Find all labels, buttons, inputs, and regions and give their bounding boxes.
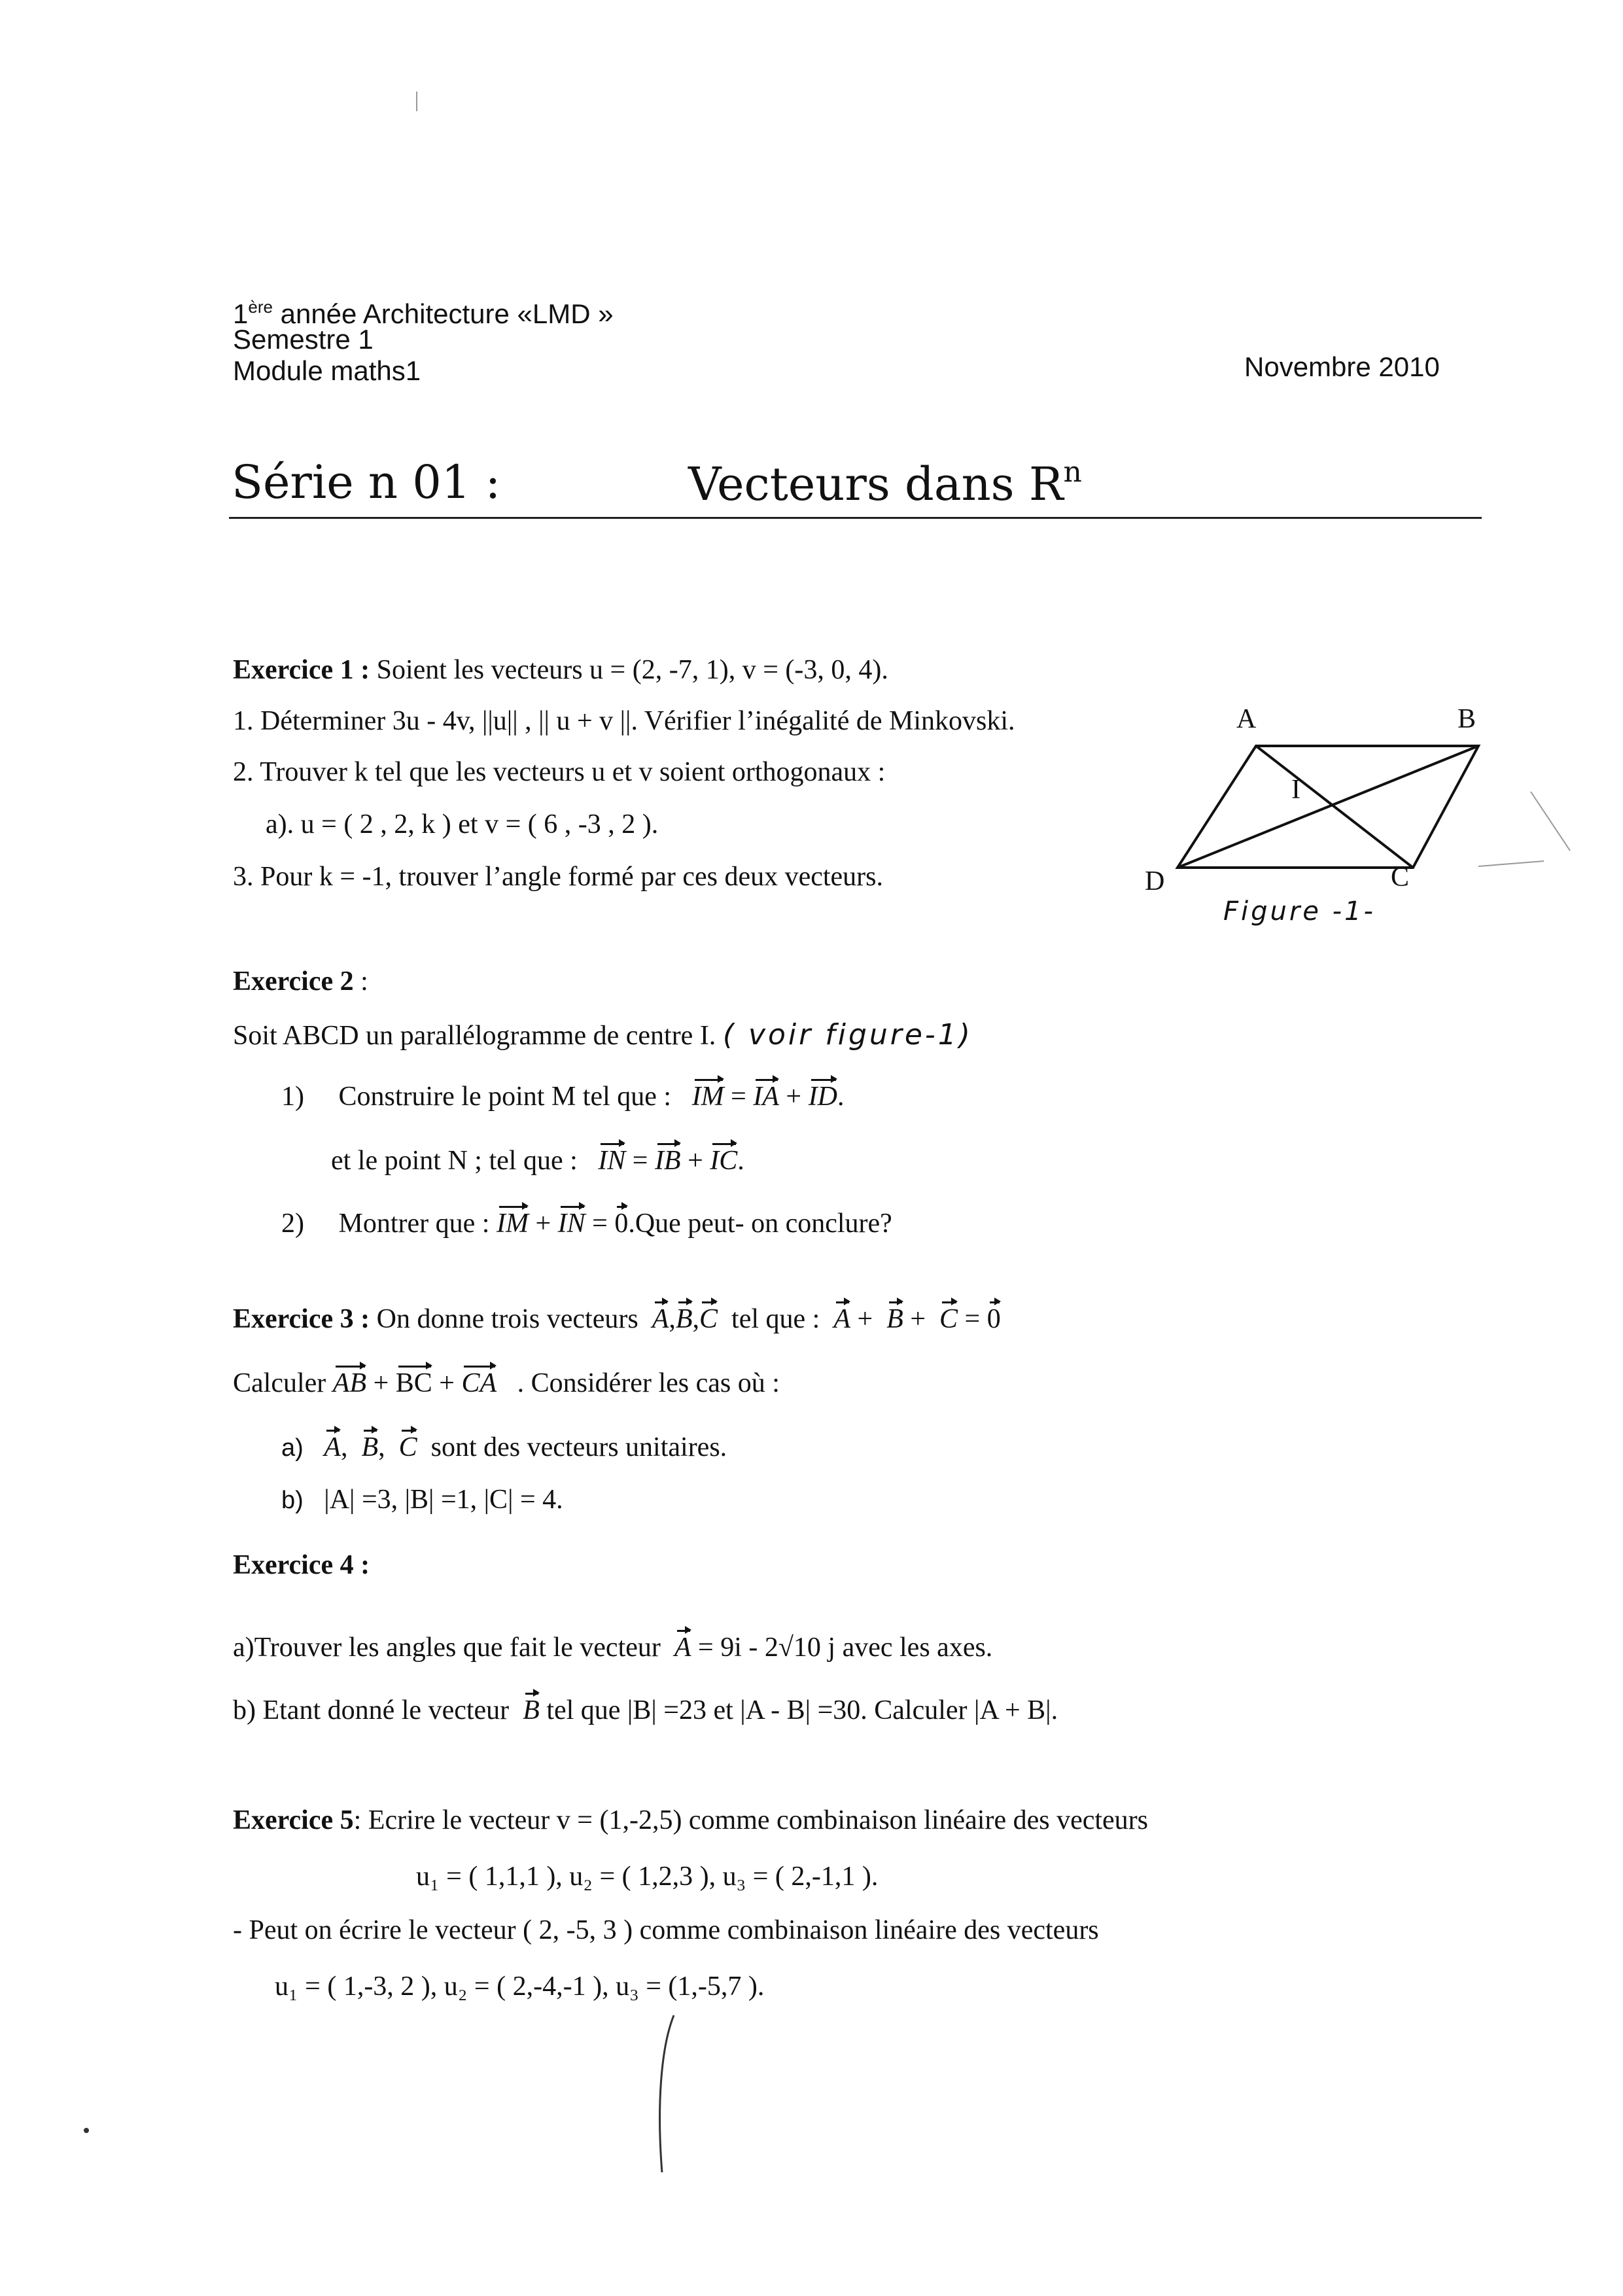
ex3-case-b bbox=[281, 1484, 563, 1515]
header-program: année Architecture «LMD » bbox=[272, 298, 614, 329]
ex4-b-text: b) Etant donné le vecteur bbox=[233, 1695, 510, 1725]
scan-mark bbox=[1531, 792, 1570, 851]
ex2-handwritten-note: ( voir figure-1) bbox=[722, 1018, 973, 1051]
vector-c: C bbox=[699, 1304, 718, 1334]
scan-mark bbox=[416, 92, 417, 111]
ex2-question-2: 2) Montrer que : IM + IN = 0.Que peut- on conclure? bbox=[281, 1209, 892, 1239]
ex4-a-expression: = 9i - 2√10 j avec les axes. bbox=[691, 1633, 993, 1663]
diagonal-ac bbox=[1256, 746, 1413, 868]
header-year-number: 1 bbox=[233, 298, 249, 329]
center-label-i: I bbox=[1291, 775, 1300, 805]
ex3-calc: Calculer bbox=[233, 1368, 326, 1398]
series-topic-exponent: n bbox=[1063, 455, 1082, 489]
ex3-calc-line: Calculer AB + BC + CA . Considérer les cas où : bbox=[233, 1368, 780, 1398]
ex2-intro: Soit ABCD un parallélogramme de centre I. bbox=[233, 1021, 716, 1051]
vector-im-2: IM bbox=[496, 1209, 529, 1239]
ex3-case-a: a) A, B, C sont des vecteurs unitaires. bbox=[281, 1432, 727, 1462]
vertex-label-b: B bbox=[1457, 704, 1476, 734]
ex3-intro-line: Exercice 3 : On donne trois vecteurs A,B,C tel que : A + B + C = 0 bbox=[233, 1304, 1001, 1334]
ex3-cases: . Considérer les cas où : bbox=[517, 1368, 780, 1398]
ex5-label: Exercice 5 bbox=[233, 1805, 354, 1835]
vector-b-3: B bbox=[361, 1432, 379, 1462]
vector-ab: AB bbox=[332, 1368, 367, 1398]
pen-stroke-mark bbox=[648, 2009, 687, 2179]
ex2-q1-number: 1) bbox=[281, 1082, 304, 1112]
vector-ic: IC bbox=[710, 1146, 738, 1176]
ex2-q2-end: .Que peut- on conclure? bbox=[628, 1209, 892, 1239]
ex4-question-b bbox=[233, 1695, 1058, 1726]
vector-ca: CA bbox=[461, 1368, 497, 1398]
ex1-intro-line bbox=[233, 654, 888, 686]
ex4-question-a bbox=[233, 1632, 992, 1663]
vector-a-3: A bbox=[324, 1432, 341, 1462]
vector-b-4: B bbox=[523, 1695, 540, 1725]
ex2-label-line bbox=[233, 966, 368, 997]
vertex-label-d: D bbox=[1145, 866, 1165, 896]
ex1-label: Exercice 1 : bbox=[233, 655, 370, 685]
ex2-q1b-text: et le point N ; tel que : bbox=[331, 1146, 578, 1176]
vector-id: ID bbox=[808, 1082, 837, 1112]
vertex-label-c: C bbox=[1391, 862, 1410, 892]
ex2-colon: : bbox=[353, 966, 368, 997]
vector-im: IM bbox=[691, 1082, 724, 1112]
ex2-q2-text: Montrer que : bbox=[338, 1209, 490, 1239]
ex4-label: Exercice 4 : bbox=[233, 1550, 370, 1580]
ex3-label: Exercice 3 : bbox=[233, 1304, 370, 1334]
vector-a-2: A bbox=[833, 1304, 850, 1334]
vector-ib: IB bbox=[654, 1146, 681, 1176]
ex5-intro: : Ecrire le vecteur v = (1,-2,5) comme combinaison linéaire des vecteurs bbox=[353, 1805, 1149, 1835]
ex2-intro-line bbox=[233, 1018, 973, 1051]
vector-b-2: B bbox=[886, 1304, 903, 1334]
ex2-q2-number: 2) bbox=[281, 1209, 304, 1239]
ex3-case-b-label: b) bbox=[281, 1487, 304, 1514]
ex3-case-b-text: |A| =3, |B| =1, |C| = 4. bbox=[324, 1485, 563, 1515]
ex2-question-1b: et le point N ; tel que : IN = IB + IC. bbox=[331, 1146, 744, 1176]
ex1-question-2: 2. Trouver k tel que les vecteurs u et v soient orthogonaux : bbox=[233, 757, 886, 787]
zero-vector-2: 0 bbox=[986, 1304, 1001, 1334]
vertex-label-a: A bbox=[1236, 704, 1257, 734]
ex1-question-3: 3. Pour k = -1, trouver l’angle formé par ces deux vecteurs. bbox=[233, 862, 884, 892]
ex5-intro-line bbox=[233, 1805, 1148, 1836]
vector-c-2: C bbox=[939, 1304, 958, 1334]
header-year-suffix: ère bbox=[248, 297, 273, 317]
figure-caption: Figure -1- bbox=[1223, 896, 1376, 927]
series-topic-text: Vecteurs dans R bbox=[688, 457, 1064, 511]
vector-in: IN bbox=[598, 1146, 626, 1176]
vector-bc: BC bbox=[395, 1368, 432, 1398]
header-semester: Semestre 1 bbox=[233, 324, 374, 355]
diagonal-db bbox=[1178, 746, 1478, 868]
parallelogram-figure bbox=[1138, 694, 1596, 955]
ex1-question-1: 1. Déterminer 3u - 4v, ||u|| , || u + v ||. Vérifier l’inégalité de Minkovski. bbox=[233, 706, 1015, 736]
ex3-such-that: tel que : bbox=[731, 1304, 820, 1334]
series-title: Série n 01 : bbox=[232, 455, 501, 509]
ex3-case-a-text: sont des vecteurs unitaires. bbox=[430, 1432, 727, 1462]
zero-vector: 0 bbox=[614, 1209, 629, 1239]
scan-dot bbox=[84, 2128, 89, 2133]
ex2-q1-text: Construire le point M tel que : bbox=[338, 1082, 672, 1112]
ex5-vectors-2: u₁ = ( 1,-3, 2 ), u₂ = ( 2,-4,-1 ), u₃ = (1,-5,7 ). bbox=[275, 1971, 765, 2002]
vector-c-3: C bbox=[398, 1432, 417, 1462]
ex4-b-expression: tel que |B| =23 et |A - B| =30. Calculer |A + B|. bbox=[539, 1695, 1058, 1725]
series-topic bbox=[688, 455, 1082, 511]
header-date: Novembre 2010 bbox=[1244, 351, 1440, 382]
ex1-question-2a: a). u = ( 2 , 2, k ) et v = ( 6 , -3 , 2 ). bbox=[266, 809, 659, 839]
header-module: Module maths1 bbox=[233, 355, 421, 386]
vector-in-2: IN bbox=[557, 1209, 585, 1239]
ex5-question-2: - Peut on écrire le vecteur ( 2, -5, 3 ) comme combinaison linéaire des vecteurs bbox=[233, 1915, 1099, 1945]
ex1-intro: Soient les vecteurs u = (2, -7, 1), v = (-3, 0, 4). bbox=[370, 655, 888, 685]
vector-a: A bbox=[652, 1304, 669, 1334]
ex3-intro: On donne trois vecteurs bbox=[370, 1304, 638, 1334]
title-underline bbox=[229, 517, 1482, 519]
vector-a-4: A bbox=[674, 1633, 691, 1663]
vector-b: B bbox=[675, 1304, 693, 1334]
scan-mark bbox=[1478, 861, 1544, 866]
ex2-question-1: 1) Construire le point M tel que : IM = IA + ID. bbox=[281, 1082, 845, 1112]
ex2-label: Exercice 2 bbox=[233, 966, 354, 997]
ex3-case-a-label: a) bbox=[281, 1434, 304, 1462]
vector-ia: IA bbox=[753, 1082, 779, 1112]
ex5-vectors-1: u₁ = ( 1,1,1 ), u₂ = ( 1,2,3 ), u₃ = ( 2,-1,1 ). bbox=[416, 1862, 879, 1892]
ex4-a-text: a)Trouver les angles que fait le vecteur bbox=[233, 1633, 661, 1663]
